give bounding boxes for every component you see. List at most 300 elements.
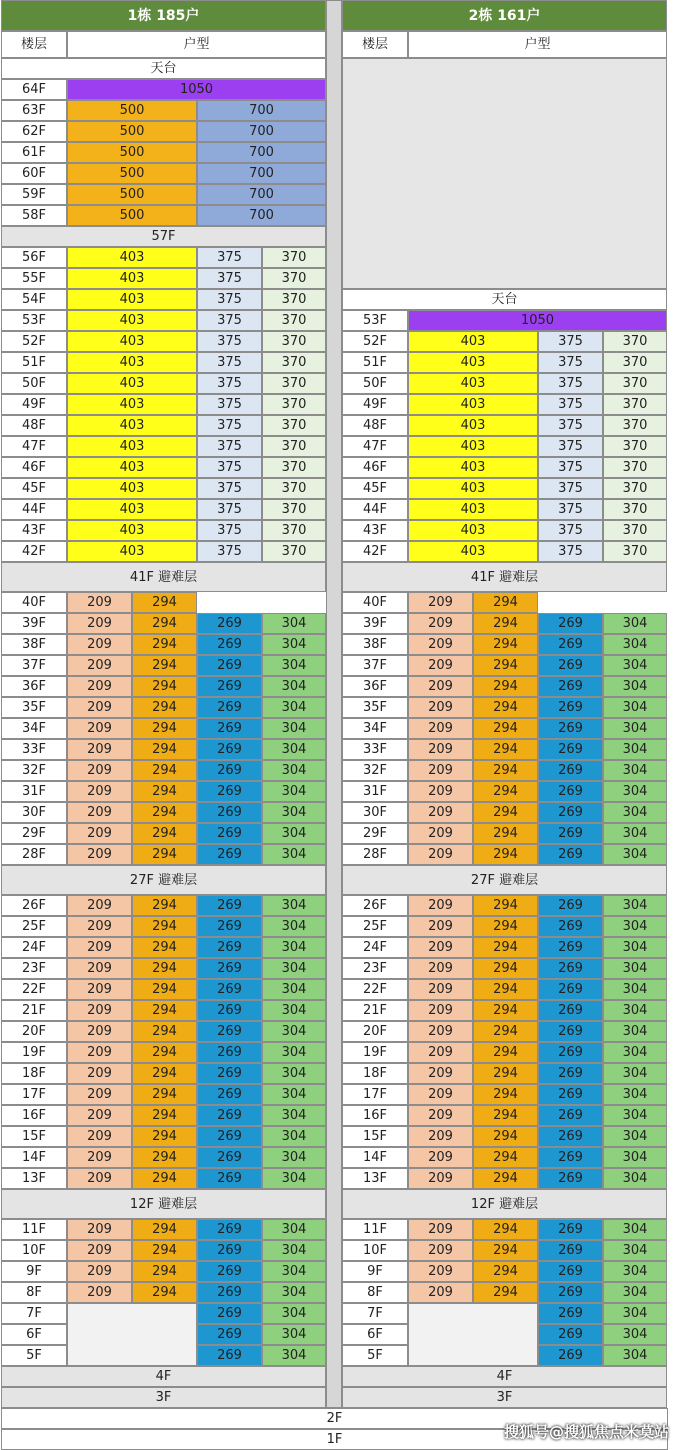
building2-col-unit: 户型	[408, 31, 667, 58]
building1-unit-cell: 269	[197, 1282, 262, 1303]
building1-unit-cell: 304	[262, 844, 326, 865]
building2-unit-cell: 375	[538, 331, 603, 352]
building2-unit-cell: 403	[408, 499, 538, 520]
building2-unit-cell: 370	[603, 457, 667, 478]
building1-unit-cell: 304	[262, 1303, 326, 1324]
building1-floor-label: 47F	[1, 436, 67, 457]
building1-unit-cell: 294	[132, 1126, 197, 1147]
building2-floor-label: 22F	[342, 979, 408, 1000]
building2-unit-cell: 294	[473, 739, 538, 760]
building2-floor-label: 21F	[342, 1000, 408, 1021]
building1-floor-label: 13F	[1, 1168, 67, 1189]
building2-unit-cell: 269	[538, 1105, 603, 1126]
building1-unit-cell: 500	[67, 184, 197, 205]
building1-floor-label: 58F	[1, 205, 67, 226]
building1-unit-cell: 209	[67, 1105, 132, 1126]
building2-floor-label: 40F	[342, 592, 408, 613]
building2-unit-cell: 209	[408, 655, 473, 676]
building2-floor-label: 42F	[342, 541, 408, 562]
building1-unit-cell: 269	[197, 739, 262, 760]
building1-unit-cell: 375	[197, 331, 262, 352]
building1-unit-cell: 700	[197, 121, 326, 142]
building1-unit-cell: 375	[197, 541, 262, 562]
building2-unit-cell: 304	[603, 1168, 667, 1189]
building1-floor-label: 15F	[1, 1126, 67, 1147]
building2-unit-cell: 269	[538, 613, 603, 634]
building1-floor-label: 21F	[1, 1000, 67, 1021]
building2-floor-label: 26F	[342, 895, 408, 916]
building2-floor-label: 18F	[342, 1063, 408, 1084]
building1-unit-cell: 304	[262, 1000, 326, 1021]
building1-unit-cell: 269	[197, 1126, 262, 1147]
building1-floor-3f: 3F	[1, 1387, 326, 1408]
building1-unit-cell: 375	[197, 520, 262, 541]
building2-refuge-41f: 41F 避难层	[342, 562, 667, 592]
building2-unit-cell: 269	[538, 1084, 603, 1105]
building1-unit-cell: 269	[197, 844, 262, 865]
building2-unit-cell: 304	[603, 895, 667, 916]
building1-unit-cell: 269	[197, 937, 262, 958]
building2-unit-cell: 269	[538, 895, 603, 916]
building1-unit-cell: 370	[262, 289, 326, 310]
building2-unit-cell: 370	[603, 520, 667, 541]
building2-unit-cell: 209	[408, 718, 473, 739]
floor-1f: 1F	[1, 1429, 668, 1450]
building1-unit-cell: 403	[67, 520, 197, 541]
building1-unit-cell: 269	[197, 634, 262, 655]
building1-unit-cell: 370	[262, 310, 326, 331]
building2-floor-label: 29F	[342, 823, 408, 844]
building2-unit-cell: 403	[408, 352, 538, 373]
building2-unit-cell: 375	[538, 499, 603, 520]
building2-unit-cell: 294	[473, 916, 538, 937]
building1-unit-cell: 209	[67, 697, 132, 718]
building2-floor-label: 13F	[342, 1168, 408, 1189]
building2-unit-cell: 375	[538, 520, 603, 541]
building1-unit-cell: 370	[262, 499, 326, 520]
building1-unit-cell: 209	[67, 1000, 132, 1021]
building1-floor-label: 11F	[1, 1219, 67, 1240]
building1-unit-cell: 370	[262, 394, 326, 415]
building1-unit-cell: 269	[197, 895, 262, 916]
building1-unit-cell: 294	[132, 592, 197, 613]
building2-floor-label: 32F	[342, 760, 408, 781]
building2-empty-low	[408, 1303, 538, 1366]
building1-unit-cell: 304	[262, 1261, 326, 1282]
building1-unit-cell: 209	[67, 1282, 132, 1303]
building1-unit-cell: 209	[67, 1126, 132, 1147]
building2-unit-cell: 269	[538, 1021, 603, 1042]
building2-unit-cell: 304	[603, 1303, 667, 1324]
building1-unit-cell: 209	[67, 1147, 132, 1168]
building1-unit-cell: 500	[67, 121, 197, 142]
building1-floor-label: 62F	[1, 121, 67, 142]
building1-refuge-27f: 27F 避难层	[1, 865, 326, 895]
building2-unit-cell: 269	[538, 1219, 603, 1240]
building2-unit-cell: 403	[408, 520, 538, 541]
building2-unit-cell: 304	[603, 1105, 667, 1126]
building1-floor-label: 49F	[1, 394, 67, 415]
building1-unit-cell: 294	[132, 760, 197, 781]
building1-floor-label: 59F	[1, 184, 67, 205]
building1-unit-cell: 304	[262, 895, 326, 916]
building1-unit-cell: 294	[132, 1147, 197, 1168]
building1-floor-label: 40F	[1, 592, 67, 613]
building2-unit-cell: 269	[538, 1261, 603, 1282]
building2-unit-cell: 294	[473, 697, 538, 718]
building2-unit-cell: 269	[538, 937, 603, 958]
building1-unit-cell: 304	[262, 697, 326, 718]
building1-unit-cell: 403	[67, 415, 197, 436]
building1-unit-cell: 304	[262, 802, 326, 823]
building2-unit-cell: 269	[538, 1168, 603, 1189]
building1-unit-cell: 269	[197, 718, 262, 739]
building2-unit-cell: 304	[603, 1000, 667, 1021]
building2-unit-cell: 209	[408, 1042, 473, 1063]
building1-unit-cell: 209	[67, 1042, 132, 1063]
building2-unit-cell: 304	[603, 739, 667, 760]
building1-unit-cell: 269	[197, 1240, 262, 1261]
building1-unit-cell: 269	[197, 802, 262, 823]
building1-floor-label: 31F	[1, 781, 67, 802]
building2-unit-cell: 269	[538, 979, 603, 1000]
building1-unit-cell: 700	[197, 205, 326, 226]
building2-floor-label: 16F	[342, 1105, 408, 1126]
building1-unit-cell: 209	[67, 760, 132, 781]
building2-unit-cell: 209	[408, 1147, 473, 1168]
building1-section-57f: 57F	[1, 226, 326, 247]
building1-unit-cell: 209	[67, 1063, 132, 1084]
building1-unit-cell: 370	[262, 478, 326, 499]
building2-unit-cell: 209	[408, 1105, 473, 1126]
building2-floor-label: 47F	[342, 436, 408, 457]
building1-floor-label: 61F	[1, 142, 67, 163]
building1-unit-cell: 294	[132, 895, 197, 916]
building2-floor-label: 28F	[342, 844, 408, 865]
building1-unit-cell: 269	[197, 1345, 262, 1366]
building1-unit-cell: 209	[67, 676, 132, 697]
building1-floor-label: 5F	[1, 1345, 67, 1366]
building1-unit-cell: 294	[132, 1021, 197, 1042]
building2-unit-cell: 269	[538, 634, 603, 655]
building2-unit-cell: 304	[603, 1240, 667, 1261]
building1-floor-label: 34F	[1, 718, 67, 739]
building2-unit-cell: 304	[603, 1147, 667, 1168]
building2-unit-cell: 269	[538, 1042, 603, 1063]
building2-unit-cell: 370	[603, 352, 667, 373]
building2-unit-cell: 304	[603, 1261, 667, 1282]
building2-unit-cell: 209	[408, 676, 473, 697]
building2-unit-cell: 304	[603, 916, 667, 937]
building2-unit-cell: 269	[538, 1063, 603, 1084]
building1-unit-cell: 375	[197, 352, 262, 373]
building1-unit-cell: 269	[197, 781, 262, 802]
building1-unit-cell: 294	[132, 1084, 197, 1105]
building1-unit-cell: 269	[197, 1063, 262, 1084]
building1-floor-label: 48F	[1, 415, 67, 436]
building1-floor-label: 51F	[1, 352, 67, 373]
building2-floor-label: 7F	[342, 1303, 408, 1324]
building2-unit-cell: 294	[473, 781, 538, 802]
building2-unit-cell: 304	[603, 760, 667, 781]
building1-unit-cell: 375	[197, 457, 262, 478]
building1-floor-label: 56F	[1, 247, 67, 268]
building2-unit-cell: 209	[408, 1219, 473, 1240]
building1-unit-cell: 269	[197, 1084, 262, 1105]
building1-unit-cell: 269	[197, 1000, 262, 1021]
building2-floor-label: 23F	[342, 958, 408, 979]
building2-roof-unit: 1050	[408, 310, 667, 331]
building2-unit-cell: 294	[473, 1219, 538, 1240]
building2-floor-label: 11F	[342, 1219, 408, 1240]
building2-unit-cell: 370	[603, 331, 667, 352]
building1-unit-cell: 403	[67, 478, 197, 499]
building1-unit-cell: 500	[67, 163, 197, 184]
building2-floor-label: 24F	[342, 937, 408, 958]
building1-unit-cell: 403	[67, 457, 197, 478]
building1-unit-cell: 269	[197, 1042, 262, 1063]
building1-floor-label: 14F	[1, 1147, 67, 1168]
building2-floor-label: 44F	[342, 499, 408, 520]
building2-floor-label: 43F	[342, 520, 408, 541]
building1-unit-cell: 269	[197, 1261, 262, 1282]
building2-unit-cell: 304	[603, 1042, 667, 1063]
building1-unit-cell: 294	[132, 781, 197, 802]
building1-floor-label: 9F	[1, 1261, 67, 1282]
building2-unit-cell: 304	[603, 1063, 667, 1084]
building1-unit-cell: 209	[67, 1240, 132, 1261]
building1-unit-cell: 304	[262, 781, 326, 802]
building2-unit-cell: 269	[538, 718, 603, 739]
building1-unit-cell: 403	[67, 310, 197, 331]
building2-unit-cell: 209	[408, 1021, 473, 1042]
building2-unit-cell: 209	[408, 823, 473, 844]
building1-unit-cell: 209	[67, 1219, 132, 1240]
watermark-text: 搜狐号@搜狐焦点米莫站	[503, 1423, 669, 1441]
building1-refuge-12f: 12F 避难层	[1, 1189, 326, 1219]
building2-unit-cell: 304	[603, 1021, 667, 1042]
building1-unit-cell: 375	[197, 478, 262, 499]
building2-floor-label: 52F	[342, 331, 408, 352]
building2-floor-label: 48F	[342, 415, 408, 436]
building2-unit-cell: 304	[603, 1324, 667, 1345]
building1-unit-cell: 375	[197, 289, 262, 310]
building1-unit-cell: 370	[262, 268, 326, 289]
building1-empty-low	[67, 1303, 197, 1366]
building2-unit-cell: 403	[408, 436, 538, 457]
building1-unit-cell: 294	[132, 1000, 197, 1021]
building2-unit-cell: 209	[408, 634, 473, 655]
building1-unit-cell: 700	[197, 100, 326, 121]
building2-unit-cell: 294	[473, 1063, 538, 1084]
building1-unit-cell: 294	[132, 958, 197, 979]
building1-unit-cell: 209	[67, 823, 132, 844]
building1-unit-cell: 269	[197, 1105, 262, 1126]
building1-floor-label: 38F	[1, 634, 67, 655]
building2-unit-cell: 294	[473, 1147, 538, 1168]
building2-unit-cell: 209	[408, 697, 473, 718]
building2-floor-label: 9F	[342, 1261, 408, 1282]
building1-unit-cell: 304	[262, 718, 326, 739]
building1-unit-cell: 370	[262, 457, 326, 478]
building2-unit-cell: 294	[473, 958, 538, 979]
building1-unit-cell: 294	[132, 676, 197, 697]
building2-unit-cell: 209	[408, 1168, 473, 1189]
building1-unit-cell: 294	[132, 697, 197, 718]
building2-refuge-27f: 27F 避难层	[342, 865, 667, 895]
building1-unit-cell: 304	[262, 760, 326, 781]
building1-unit-cell: 304	[262, 1345, 326, 1366]
building1-unit-cell: 304	[262, 1042, 326, 1063]
building2-unit-cell: 304	[603, 1219, 667, 1240]
building2-floor-label: 5F	[342, 1345, 408, 1366]
building2-unit-cell: 304	[603, 1126, 667, 1147]
building1-floor-label: 10F	[1, 1240, 67, 1261]
building1-unit-cell: 269	[197, 1168, 262, 1189]
building2-unit-cell: 370	[603, 394, 667, 415]
building1-unit-cell: 375	[197, 268, 262, 289]
building2-unit-cell: 304	[603, 1084, 667, 1105]
building2-unit-cell: 269	[538, 1345, 603, 1366]
floor-2f: 2F	[1, 1408, 668, 1429]
building2-floor-label: 34F	[342, 718, 408, 739]
building1-unit-cell: 269	[197, 958, 262, 979]
building1-unit-cell: 294	[132, 802, 197, 823]
building1-unit-cell: 304	[262, 1168, 326, 1189]
building2-unit-cell: 269	[538, 1126, 603, 1147]
building1-unit-cell: 403	[67, 331, 197, 352]
building1-unit-cell: 269	[197, 823, 262, 844]
building2-floor-label: 49F	[342, 394, 408, 415]
building2-unit-cell: 304	[603, 697, 667, 718]
building1-unit-cell: 304	[262, 1240, 326, 1261]
building1-floor-label: 6F	[1, 1324, 67, 1345]
building1-unit-cell: 294	[132, 1168, 197, 1189]
building1-unit-cell: 209	[67, 739, 132, 760]
building1-unit-cell: 304	[262, 1147, 326, 1168]
building2-unit-cell: 209	[408, 592, 473, 613]
building2-unit-cell: 209	[408, 613, 473, 634]
building1-floor-label: 25F	[1, 916, 67, 937]
building1-unit-cell: 209	[67, 844, 132, 865]
building2-unit-cell: 304	[603, 802, 667, 823]
building2-col-floor: 楼层	[342, 31, 408, 58]
building2-unit-cell: 375	[538, 373, 603, 394]
building1-unit-cell: 370	[262, 436, 326, 457]
building1-floor-label: 8F	[1, 1282, 67, 1303]
building1-unit-cell: 294	[132, 739, 197, 760]
building1-unit-cell: 304	[262, 823, 326, 844]
building1-unit-cell: 403	[67, 247, 197, 268]
building1-unit-cell: 294	[132, 937, 197, 958]
building1-unit-cell: 269	[197, 760, 262, 781]
building2-floor-label: 51F	[342, 352, 408, 373]
building2-unit-cell: 370	[603, 478, 667, 499]
building1-col-unit: 户型	[67, 31, 326, 58]
building1-floor-label: 20F	[1, 1021, 67, 1042]
building2-unit-cell: 209	[408, 958, 473, 979]
building2-unit-cell: 294	[473, 823, 538, 844]
building1-unit-cell: 294	[132, 718, 197, 739]
building2-unit-cell: 304	[603, 613, 667, 634]
building2-unit-cell: 294	[473, 1105, 538, 1126]
building1-unit-cell: 304	[262, 739, 326, 760]
building2-unit-cell: 403	[408, 478, 538, 499]
building1-unit-cell: 304	[262, 1021, 326, 1042]
building1-unit-cell: 294	[132, 1063, 197, 1084]
building2-unit-cell: 209	[408, 802, 473, 823]
building1-unit-cell: 294	[132, 634, 197, 655]
building2-floor-label: 53F	[342, 310, 408, 331]
building1-unit-cell: 304	[262, 979, 326, 1000]
building1-unit-cell: 370	[262, 247, 326, 268]
building1-unit-cell: 269	[197, 1021, 262, 1042]
building1-unit-cell: 304	[262, 1063, 326, 1084]
building2-unit-cell: 294	[473, 613, 538, 634]
building1-unit-cell: 269	[197, 697, 262, 718]
building2-floor-label: 36F	[342, 676, 408, 697]
building1-unit-cell: 294	[132, 1261, 197, 1282]
building2-unit-cell: 209	[408, 1261, 473, 1282]
building2-floor-label: 39F	[342, 613, 408, 634]
building2-floor-label: 35F	[342, 697, 408, 718]
building2-unit-cell: 294	[473, 1168, 538, 1189]
building2-unit-cell: 304	[603, 676, 667, 697]
building1-unit-cell: 370	[262, 352, 326, 373]
building1-floor-label: 32F	[1, 760, 67, 781]
building2-unit-cell: 294	[473, 895, 538, 916]
building1-floor-label: 50F	[1, 373, 67, 394]
building1-floor-label: 37F	[1, 655, 67, 676]
building1-unit-cell: 209	[67, 592, 132, 613]
building1-floor-label: 53F	[1, 310, 67, 331]
building2-unit-cell: 304	[603, 958, 667, 979]
building1-floor-label: 52F	[1, 331, 67, 352]
building1-floor-label: 29F	[1, 823, 67, 844]
building2-unit-cell: 294	[473, 676, 538, 697]
building2-unit-cell: 403	[408, 331, 538, 352]
building1-floor-label: 26F	[1, 895, 67, 916]
building1-floor-label: 60F	[1, 163, 67, 184]
building1-unit-cell: 375	[197, 373, 262, 394]
building1-unit-cell: 209	[67, 916, 132, 937]
building1-floor-label: 43F	[1, 520, 67, 541]
building2-unit-cell: 209	[408, 1240, 473, 1261]
building2-unit-cell: 269	[538, 781, 603, 802]
building2-floor-label: 45F	[342, 478, 408, 499]
building2-unit-cell: 304	[603, 844, 667, 865]
building1-unit-cell: 209	[67, 1021, 132, 1042]
building1-floor-label: 22F	[1, 979, 67, 1000]
building2-unit-cell: 269	[538, 1147, 603, 1168]
building2-unit-cell: 209	[408, 895, 473, 916]
building1-unit-cell: 375	[197, 415, 262, 436]
building1-unit-cell: 375	[197, 247, 262, 268]
building2-unit-cell: 269	[538, 802, 603, 823]
building1-unit-cell: 700	[197, 184, 326, 205]
building2-unit-cell: 269	[538, 760, 603, 781]
building1-unit-cell: 269	[197, 613, 262, 634]
building2-floor-label: 30F	[342, 802, 408, 823]
building1-floor-label: 16F	[1, 1105, 67, 1126]
building1-floor-label: 55F	[1, 268, 67, 289]
building1-unit-cell: 294	[132, 1219, 197, 1240]
building2-floor-label: 19F	[342, 1042, 408, 1063]
building-gap	[326, 0, 342, 1408]
building1-unit-cell: 304	[262, 613, 326, 634]
building2-unit-cell: 294	[473, 1240, 538, 1261]
building1-unit-cell: 269	[197, 655, 262, 676]
